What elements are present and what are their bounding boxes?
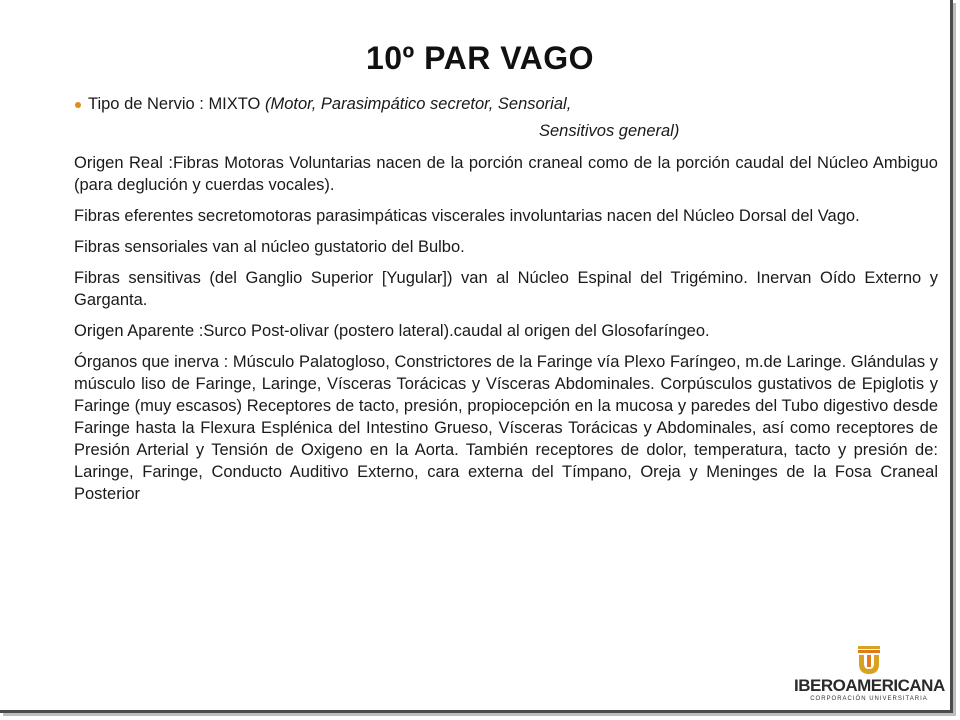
- paragraph-fibras-eferentes: Fibras eferentes secretomotoras parasimpáticas viscerales involuntarias nacen del Núcleo Dorsal del Vago.: [74, 207, 860, 225]
- slide-content: [74, 93, 938, 505]
- slide-title: 10º PAR VAGO: [365, 40, 595, 76]
- iberoamericana-logo: [794, 646, 944, 708]
- nerve-type-line: [88, 93, 938, 115]
- bullet-icon: [75, 102, 81, 108]
- nerve-type-text: Tipo de Nervio : MIXTO: [88, 95, 265, 113]
- paragraph-organos: Órganos que inerva : Músculo Palatogloso, Constrictores de la Faringe vía Plexo Faríngeo, m.de Laringe. Glándulas y músculo liso de Faringe, Laringe, Vísceras Torácicas y Vísceras Abdominales. Corpúsculos gustativos de Epiglotis y Faringe (muy escasos) Receptores de tacto, presión, propiocepción en la mucosa y paredes del Tubo digestivo desde Faringe hasta la Flexura Esplénica del Intestino Grueso, Vísceras Torácicas y Abdominales, así como receptores de Presión Arterial y Tensión de Oxigeno en la Aorta. También receptores de dolor, temperatura, tacto y presión de: Laringe, Faringe, Conducto Auditivo Externo, cara externa del Tímpano, Oreja y Meninges de la Fosa Craneal Posterior: [74, 353, 938, 503]
- logo-name: IBEROAMERICANA: [794, 676, 945, 695]
- paragraph-fibras-sensoriales: Fibras sensoriales van al núcleo gustatorio del Bulbo.: [74, 238, 465, 256]
- paragraph-fibras-sensitivas: Fibras sensitivas (del Ganglio Superior [Yugular]) van al Núcleo Espinal del Trigémino. Inervan Oído Externo y Garganta.: [74, 269, 938, 309]
- logo-subtitle: CORPORACIÓN UNIVERSITARIA: [810, 696, 928, 702]
- university-emblem-icon: [852, 646, 886, 676]
- nerve-type-detail: (Motor, Parasimpático secretor, Sensorial,: [264, 95, 572, 113]
- nerve-type-detail-continuation: Sensitivos general): [539, 122, 680, 140]
- paragraph-origen-real: Origen Real :Fibras Motoras Voluntarias nacen de la porción craneal como de la porción caudal del Núcleo Ambiguo (para deglución y cuerdas vocales).: [74, 154, 938, 194]
- paragraph-origen-aparente: Origen Aparente :Surco Post-olivar (postero lateral).caudal al origen del Glosofaríngeo.: [74, 322, 710, 340]
